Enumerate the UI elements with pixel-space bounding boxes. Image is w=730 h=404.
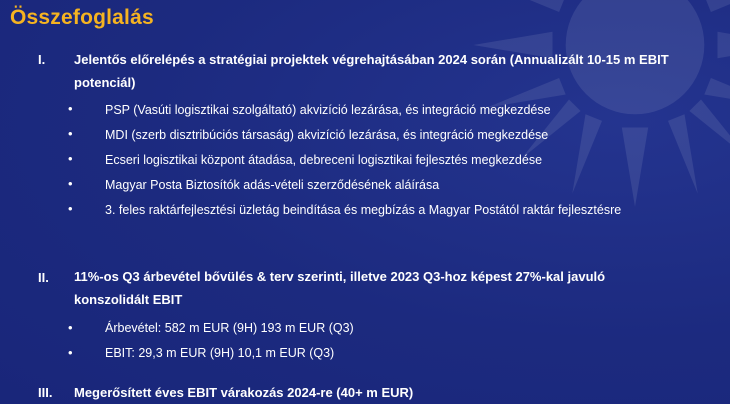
- list-item: PSP (Vasúti logisztikai szolgáltató) akvizíció lezárása, és integráció megkezdése: [105, 103, 551, 117]
- bullet-icon: •: [68, 201, 73, 216]
- section-heading: Megerősített éves EBIT várakozás 2024-re (40+ m EUR): [74, 385, 414, 400]
- section-heading: 11%-os Q3 árbevétel bővülés & terv szerinti, illetve 2023 Q3-hoz képest 27%-kal javuló konszolidált EBIT: [74, 269, 606, 307]
- bullet-icon: •: [68, 320, 73, 335]
- list-item: Ecseri logisztikai központ átadása, debreceni logisztikai fejlesztés megkezdése: [105, 153, 543, 167]
- section-heading: Jelentős előrelépés a stratégiai projektek végrehajtásában 2024 során (Annualizált 10-15 m EBIT potenciál): [74, 52, 669, 90]
- list-item: 3. feles raktárfejlesztési üzletág beindítása és megbízás a Magyar Postától raktár fejlesztésre: [105, 203, 622, 217]
- list-item: MDI (szerb disztribúciós társaság) akvizíció lezárása, és integráció megkezdése: [105, 128, 549, 142]
- bullet-icon: •: [68, 176, 73, 191]
- list-item: Magyar Posta Biztosítók adás-vételi szerződésének aláírása: [105, 178, 440, 192]
- bullet-icon: •: [68, 345, 73, 360]
- section-number: II.: [38, 270, 49, 285]
- bullet-icon: •: [68, 101, 73, 116]
- page-title: Összefoglalás: [10, 6, 154, 29]
- section-number: III.: [38, 385, 53, 400]
- bullet-icon: •: [68, 151, 73, 166]
- list-item: Árbevétel: 582 m EUR (9H) 193 m EUR (Q3): [105, 321, 354, 335]
- section-number: I.: [38, 52, 46, 67]
- list-item: EBIT: 29,3 m EUR (9H) 10,1 m EUR (Q3): [105, 346, 335, 360]
- bullet-icon: •: [68, 126, 73, 141]
